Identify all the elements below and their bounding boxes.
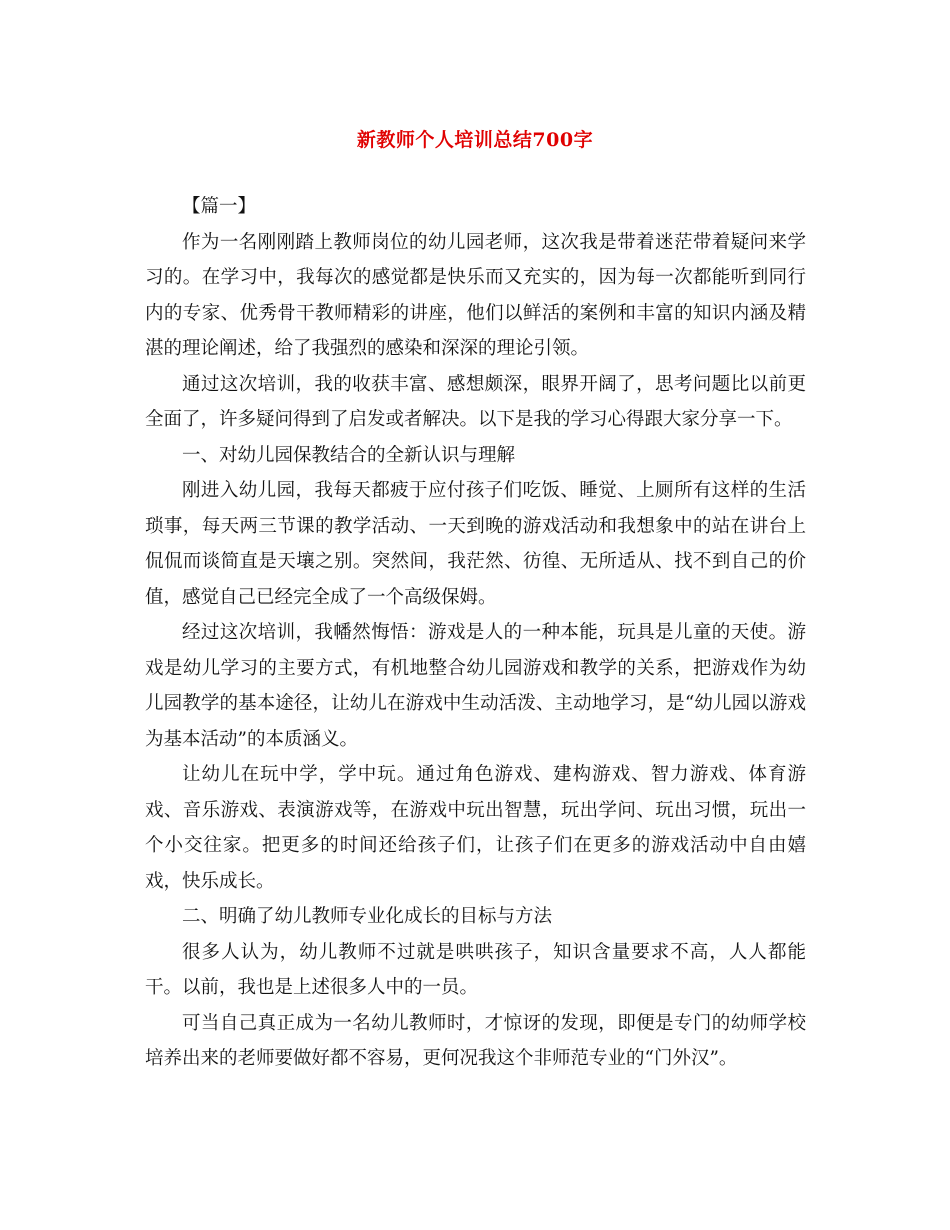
- paragraph-4: 经过这次培训，我幡然悔悟：游戏是人的一种本能，玩具是儿童的天使。游戏是幼儿学习的主要方式，有机地整合幼儿园游戏和教学的关系，把游戏作为幼儿园教学的基本途径，让幼儿在游戏中生动活泼、主动地学习，是“幼儿园以游戏为基本活动”的本质涵义。: [145, 622, 806, 750]
- paragraph-1: 作为一名刚刚踏上教师岗位的幼儿园老师，这次我是带着迷茫带着疑问来学习的。在学习中，我每次的感觉都是快乐而又充实的，因为每一次都能听到同行内的专家、优秀骨干教师精彩的讲座，他们以鲜活的案例和丰富的知识内涵及精湛的理论阐述，给了我强烈的感染和深深的理论引领。: [145, 231, 806, 359]
- paragraph-3: 刚进入幼儿园，我每天都疲于应付孩子们吃饭、睡觉、上厕所有这样的生活琐事，每天两三节课的教学活动、一天到晚的游戏活动和我想象中的站在讲台上侃侃而谈简直是天壤之别。突然间，我茫然、彷徨、无所适从、找不到自己的价值，感觉自己已经完全成了一个高级保姆。: [145, 480, 806, 608]
- section-heading-2: 二、明确了幼儿教师专业化成长的目标与方法: [182, 906, 553, 927]
- paragraph-6: 很多人认为，幼儿教师不过就是哄哄孩子，知识含量要求不高，人人都能干。以前，我也是上述很多人中的一员。: [145, 941, 806, 998]
- paragraph-2: 通过这次培训，我的收获丰富、感想颇深，眼界开阔了，思考问题比以前更全面了，许多疑问得到了启发或者解决。以下是我的学习心得跟大家分享一下。: [145, 373, 806, 430]
- paragraph-7: 可当自己真正成为一名幼儿教师时，才惊讶的发现，即便是专门的幼师学校培养出来的老师要做好都不容易，更何况我这个非师范专业的“门外汉”。: [145, 1012, 806, 1069]
- document-title: 新教师个人培训总结700字: [356, 129, 594, 151]
- paragraph-5: 让幼儿在玩中学，学中玩。通过角色游戏、建构游戏、智力游戏、体育游戏、音乐游戏、表演游戏等，在游戏中玩出智慧，玩出学问、玩出习惯，玩出一个小交往家。把更多的时间还给孩子们，让孩子们在更多的游戏活动中自由嬉戏，快乐成长。: [145, 764, 806, 892]
- section-label: 【篇一】: [182, 196, 257, 217]
- section-heading-1: 一、对幼儿园保教结合的全新认识与理解: [182, 444, 516, 466]
- document-body: [145, 189, 806, 1077]
